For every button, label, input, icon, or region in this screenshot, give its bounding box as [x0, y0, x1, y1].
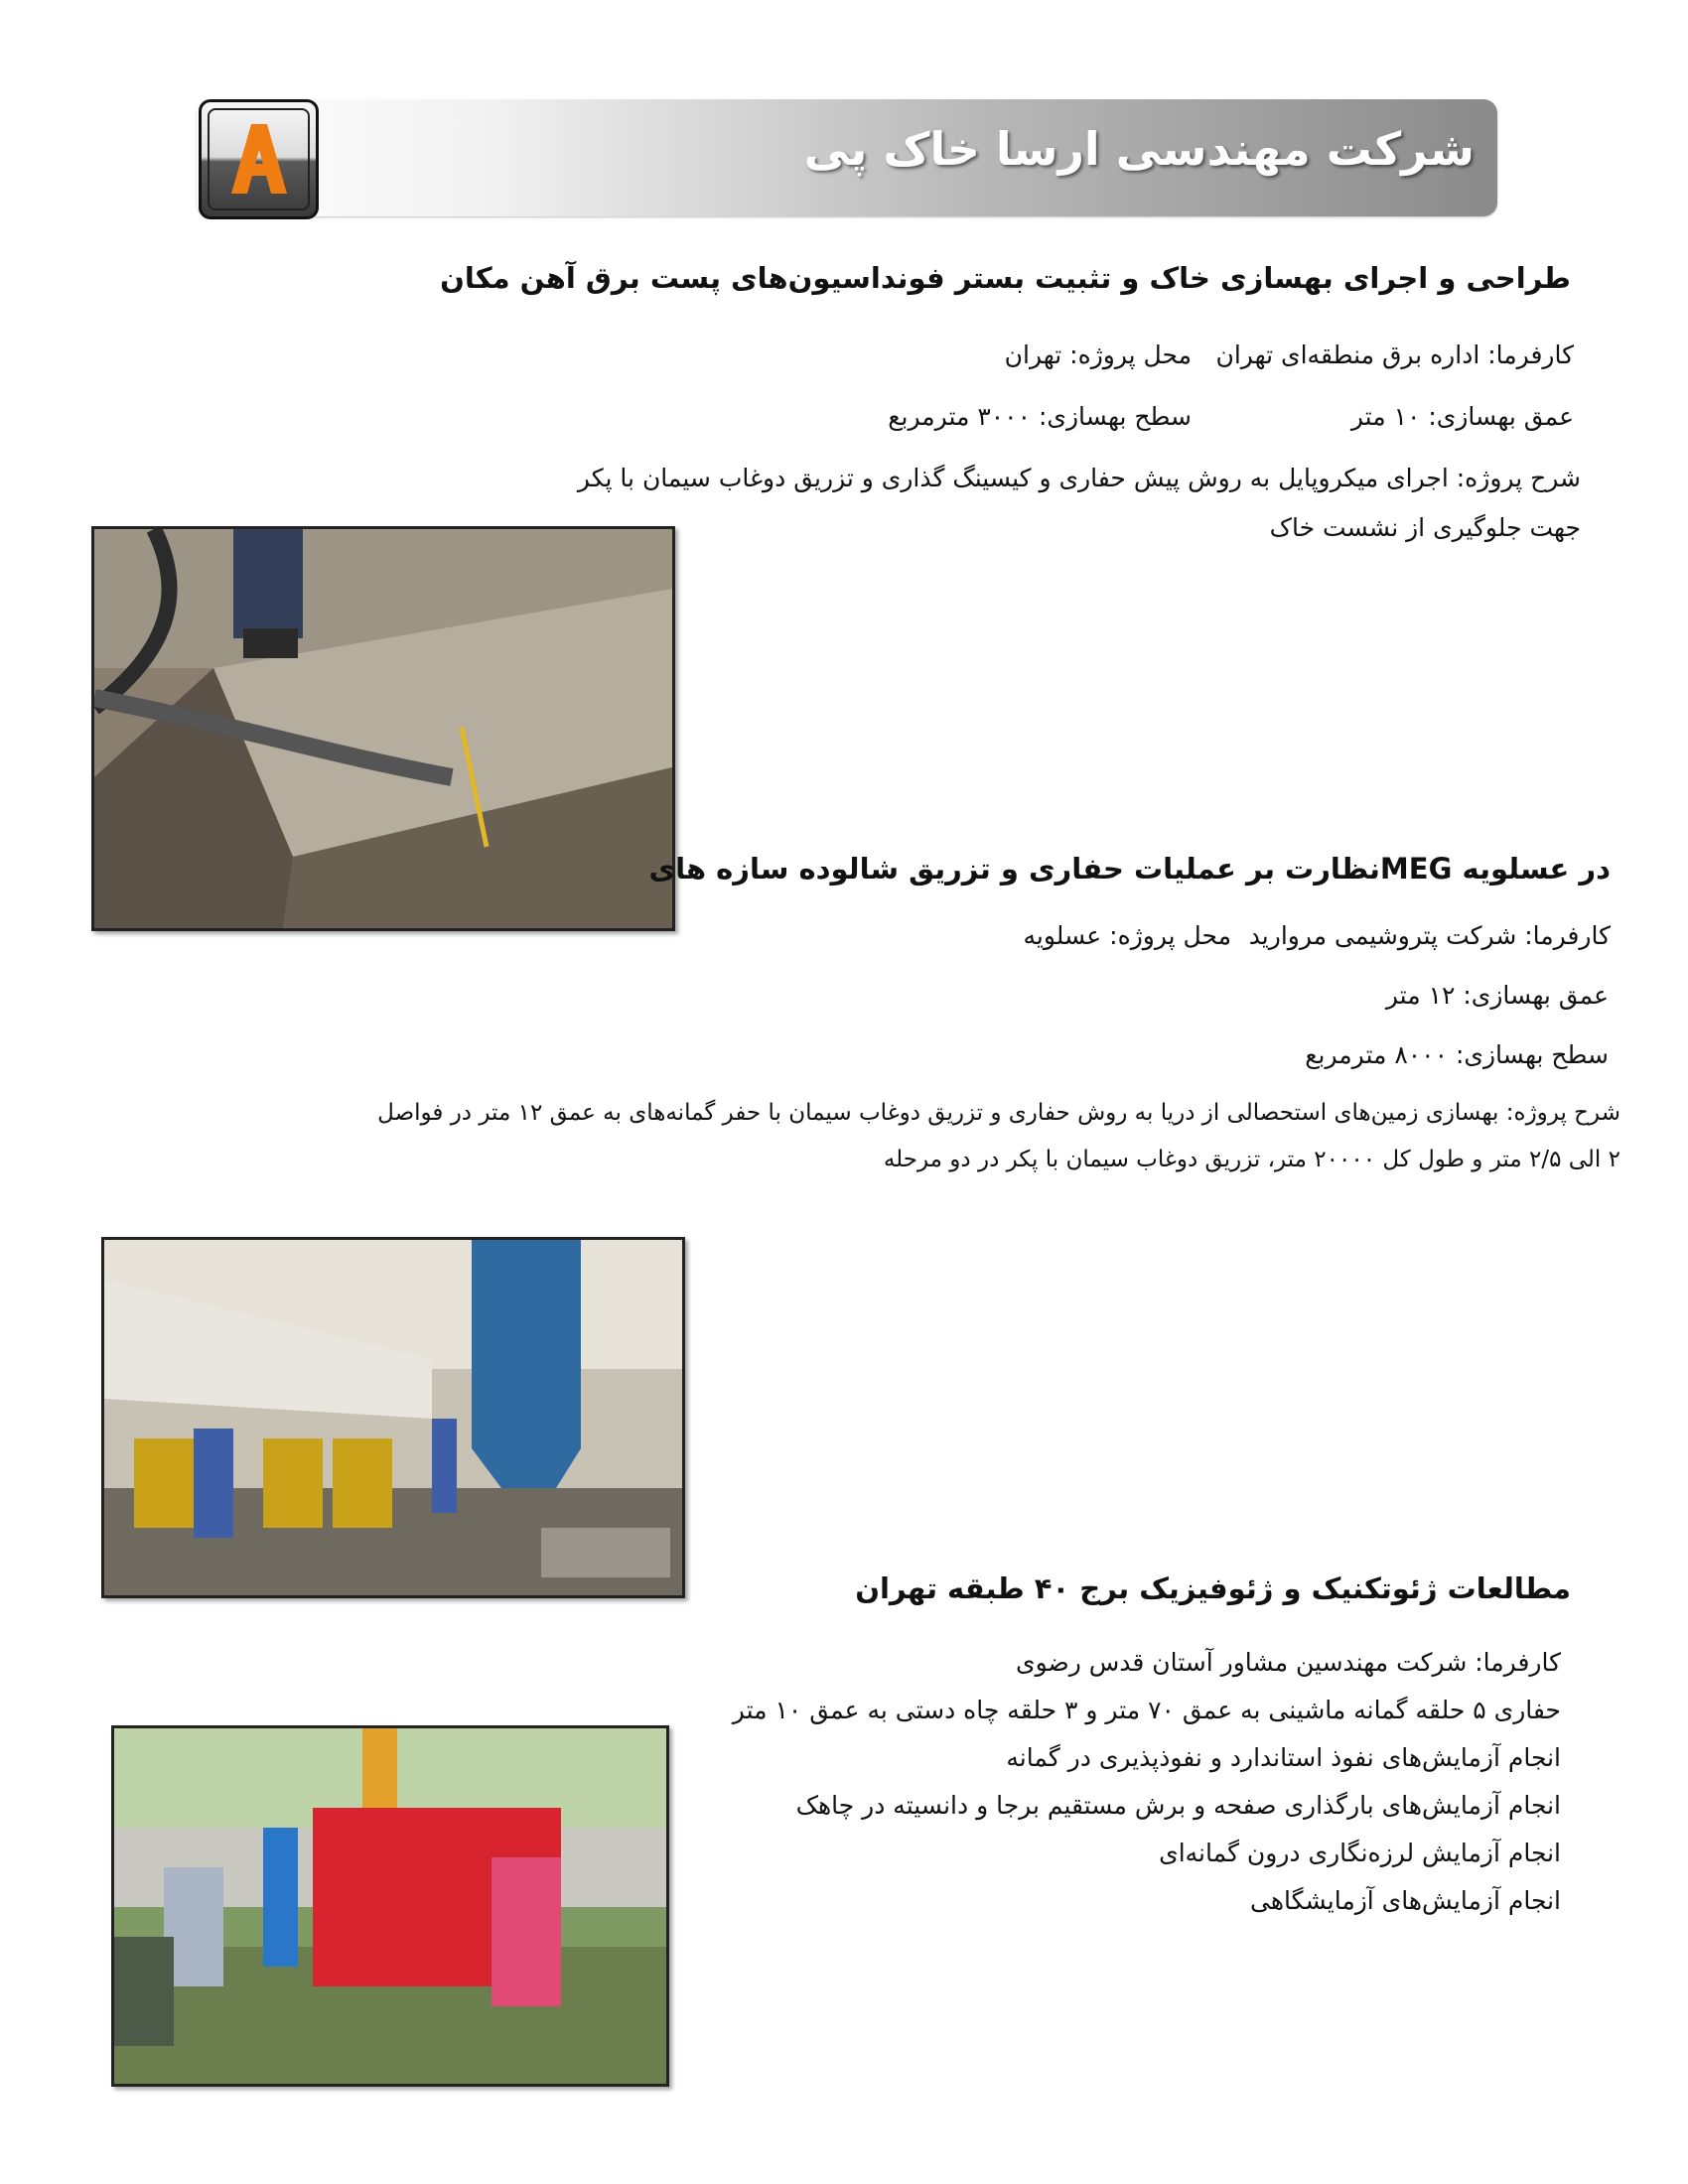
- project1-photo: [91, 526, 675, 931]
- project3-title: مطالعات ژئوتکنیک و ژئوفیزیک برج ۴۰ طبقه تهران: [855, 1571, 1571, 1605]
- project2-photo: [101, 1237, 685, 1598]
- project1-location: محل پروژه: تهران: [1004, 341, 1192, 369]
- project3-employer: کارفرما: شرکت مهندسین مشاور آستان قدس رضوی: [1016, 1648, 1561, 1677]
- project1-area: سطح بهسازی: ۳۰۰۰ مترمربع: [888, 402, 1192, 431]
- project3-item-3: انجام آزمایش‌های نفوذ استاندارد و نفوذپذیری در گمانه: [1006, 1743, 1561, 1772]
- project3-item-4: انجام آزمایش‌های بارگذاری صفحه و برش مستقیم برجا و دانسیته در چاهک: [795, 1791, 1561, 1820]
- project1-employer: کارفرما: اداره برق منطقه‌ای تهران: [1215, 341, 1574, 369]
- company-logo: [199, 99, 319, 219]
- project1-desc-line2: جهت جلوگیری از نشست خاک: [1269, 513, 1581, 542]
- project2-depth: عمق بهسازی: ۱۲ متر: [1385, 981, 1609, 1010]
- project2-location: محل پروژه: عسلویه: [1023, 921, 1231, 950]
- project3-item-2: حفاری ۵ حلقه گمانه ماشینی به عمق ۷۰ متر و ۳ حلقه چاه دستی به عمق ۱۰ متر: [732, 1696, 1561, 1724]
- project1-desc-line1: شرح پروژه: اجرای میکروپایل به روش پیش حفاری و کیسینگ گذاری و تزریق دوغاب سیمان با پکر: [577, 464, 1581, 492]
- project2-desc-line1: شرح پروژه: بهسازی زمین‌های استحصالی از دریا به روش حفاری و تزریق دوغاب سیمان با حفر گمانه‌های به عمق ۱۲ متر در فواصل: [377, 1100, 1620, 1126]
- project2-title: در عسلویه MEGنظارت بر عملیات حفاری و تزریق شالوده سازه های: [648, 852, 1611, 886]
- project3-item-5: انجام آزمایش لرزه‌نگاری درون گمانه‌ای: [1159, 1839, 1561, 1867]
- project2-desc-line2: ۲ الی ۲/۵ متر و طول کل ۲۰۰۰۰ متر، تزریق دوغاب سیمان با پکر در دو مرحله: [883, 1147, 1620, 1172]
- project2-area: سطح بهسازی: ۸۰۰۰ مترمربع: [1305, 1040, 1609, 1069]
- project2-employer: کارفرما: شرکت پتروشیمی مروارید: [1248, 921, 1611, 950]
- project3-photo: [111, 1725, 669, 2087]
- project1-title: طراحی و اجرای بهسازی خاک و تثبیت بستر فونداسیون‌های پست برق آهن مکان: [440, 261, 1571, 295]
- project1-depth: عمق بهسازی: ۱۰ متر: [1350, 402, 1574, 431]
- company-name: شرکت مهندسی ارسا خاک پی: [803, 122, 1475, 176]
- project3-item-6: انجام آزمایش‌های آزمایشگاهی: [1250, 1886, 1561, 1915]
